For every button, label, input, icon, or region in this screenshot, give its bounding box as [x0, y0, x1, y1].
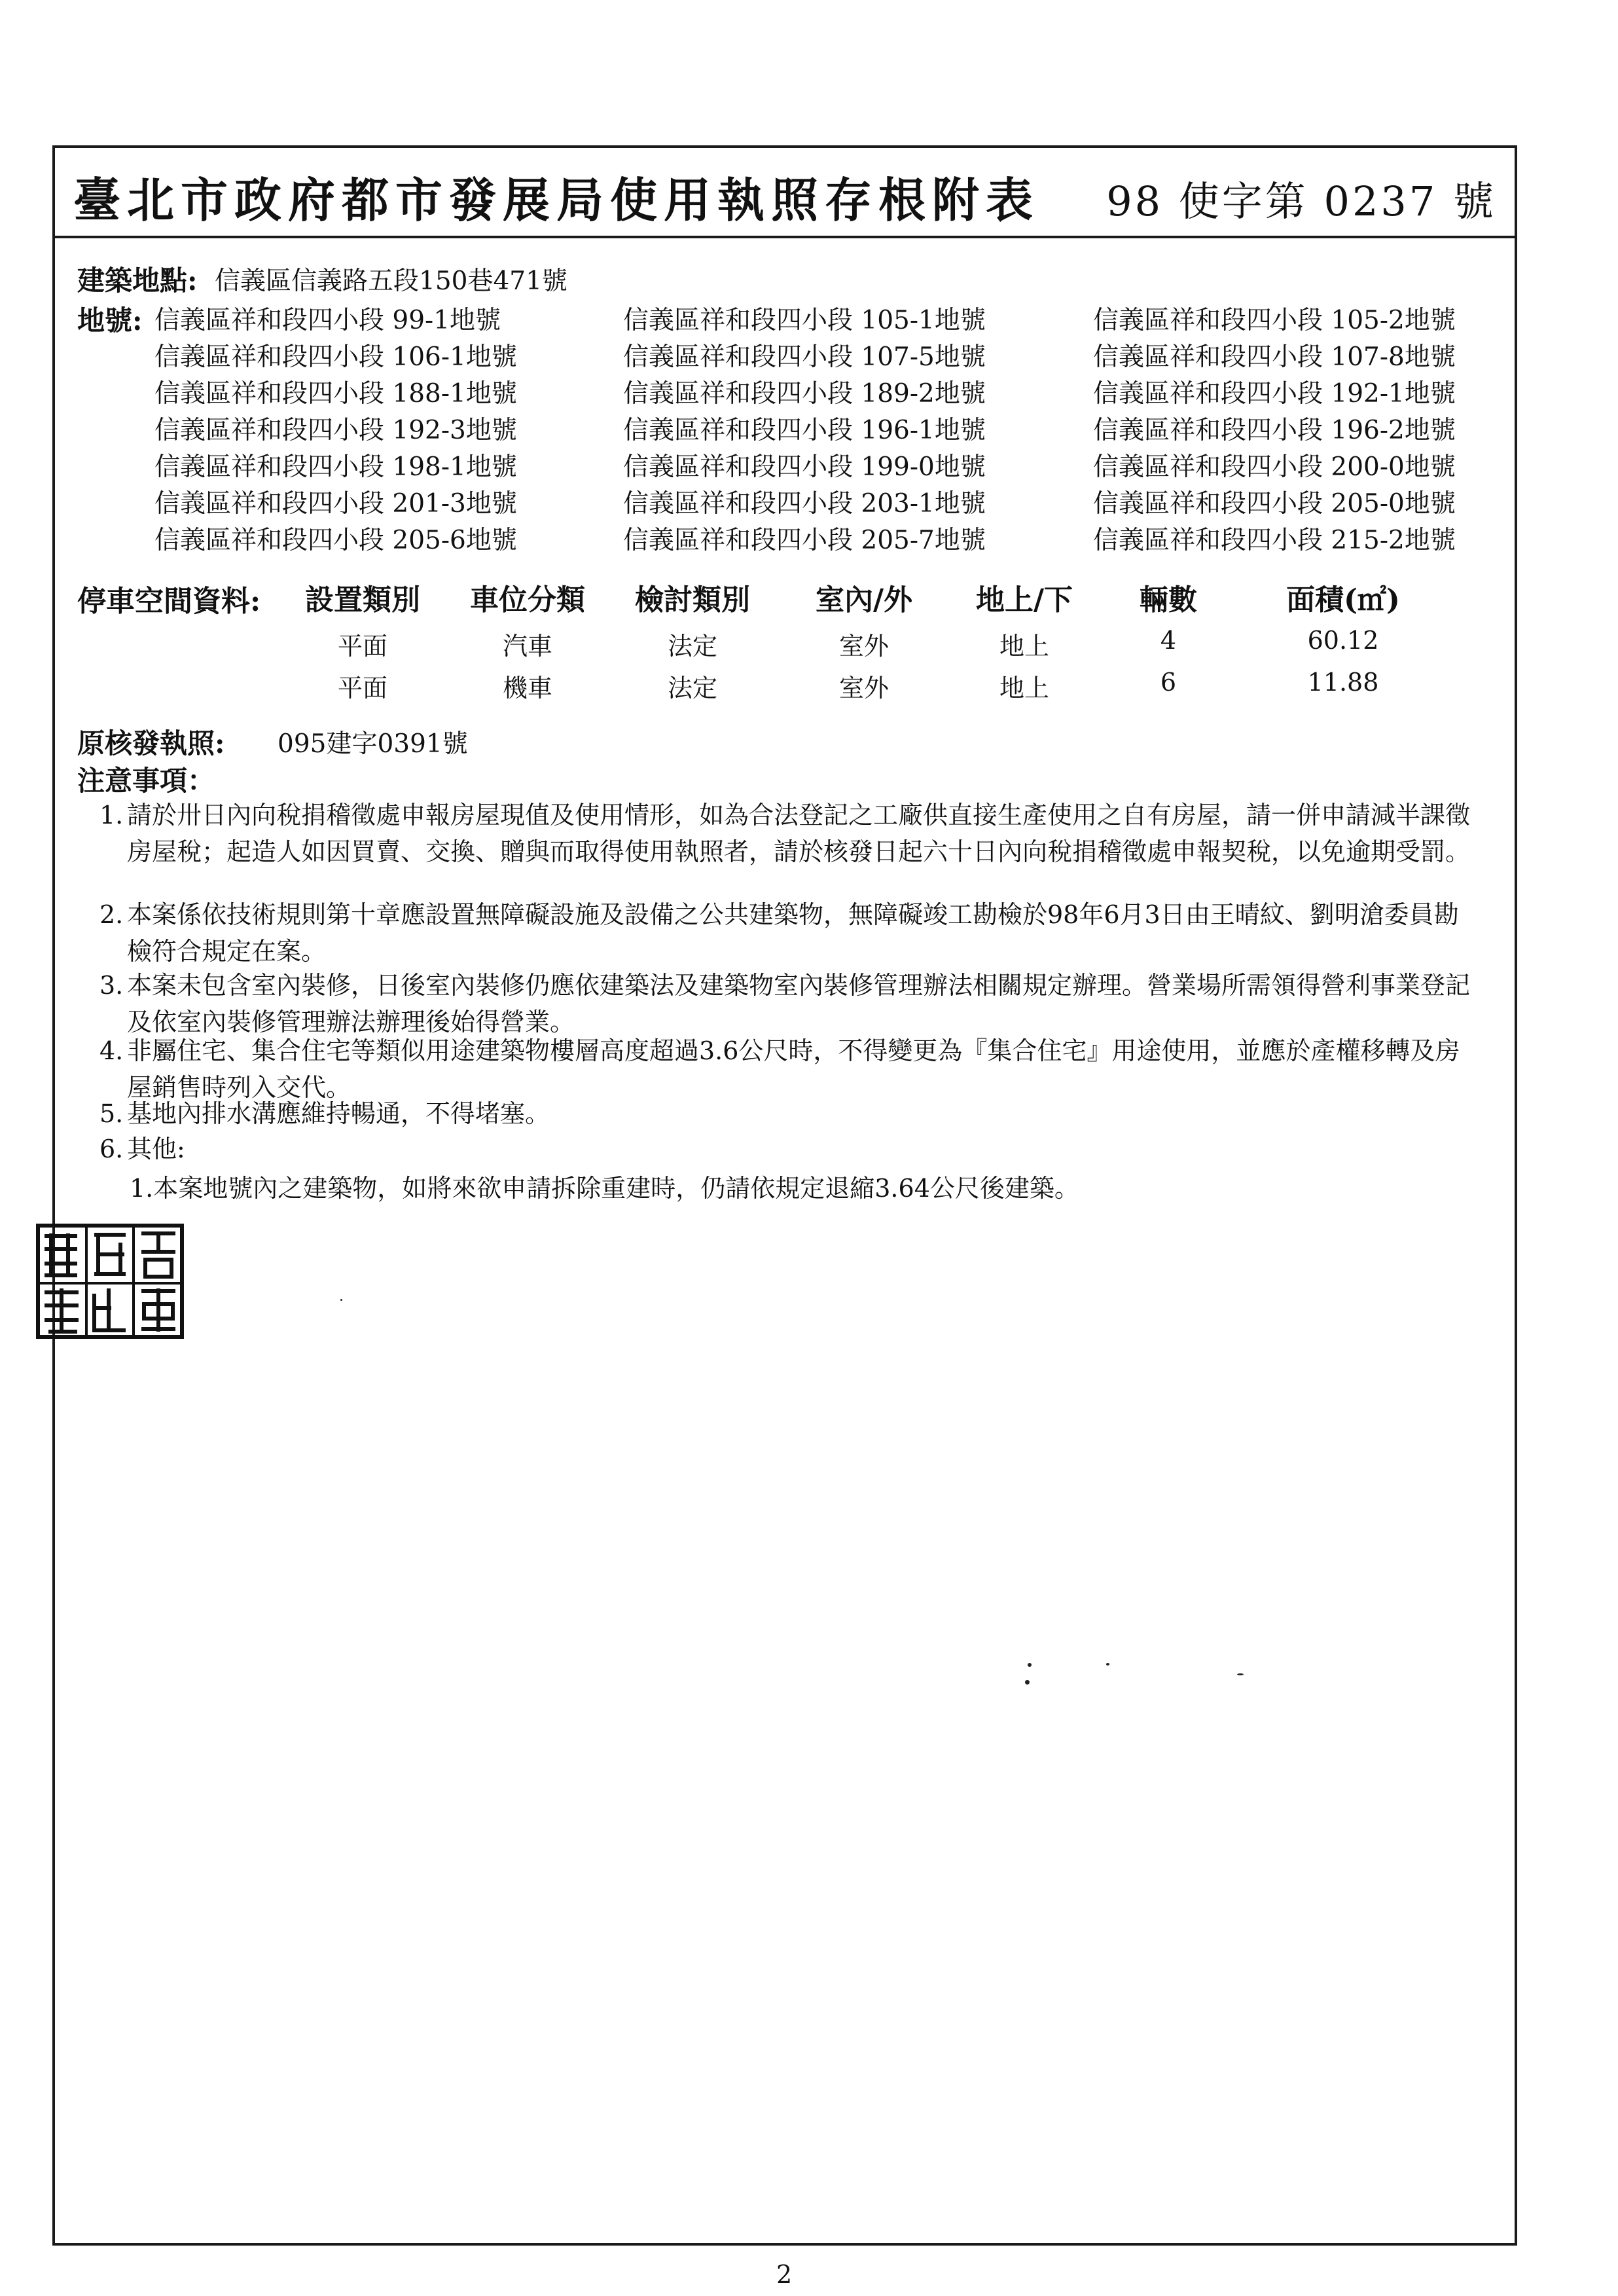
parking-header-cell: 地上/下 [975, 583, 1073, 617]
parcel-entry: 信義區祥和段四小段 99-1地號 [154, 306, 501, 335]
parking-cell: 平面 [337, 674, 387, 702]
parking-label: 停車空間資料: [77, 585, 261, 618]
parcel-entry: 信義區祥和段四小段 199-0地號 [623, 452, 986, 482]
parking-cell: 汽車 [502, 632, 552, 661]
note-text: 其他: [127, 1135, 185, 1163]
note-number: 3. [99, 971, 124, 1000]
notes-sub-item: 1.本案地號內之建築物，如將來欲申請拆除重建時，仍請依規定退縮3.64公尺後建築。 [130, 1174, 1079, 1203]
parcel-entry: 信義區祥和段四小段 189-2地號 [623, 379, 986, 409]
note-text: 請於卅日內向稅捐稽徵處申報房屋現值及使用情形，如為合法登記之工廠供直接生產使用之自有房屋，請一併申請減半課徵房屋稅；起造人如因買賣、交換、贈與而取得使用執照者，請於核發日起六十日內向稅捐稽徵處申報契稅，以免逾期受罰。 [127, 801, 1471, 866]
original-permit-value: 095建字0391號 [278, 729, 468, 759]
note-number: 1. [99, 801, 124, 829]
parcel-entry: 信義區祥和段四小段 201-3地號 [154, 489, 517, 519]
note-item [99, 797, 1487, 895]
note-text: 非屬住宅、集合住宅等類似用途建築物樓層高度超過3.6公尺時，不得變更為『集合住宅』用途使用，並應於產權移轉及房屋銷售時列入交代。 [127, 1036, 1460, 1102]
parking-cell: 機車 [502, 674, 552, 702]
parking-cell: 地上 [999, 674, 1049, 702]
notes-title: 注意事項： [77, 765, 215, 797]
address-value: 信義區信義路五段150巷471號 [215, 266, 567, 296]
parcel-entry: 信義區祥和段四小段 205-0地號 [1093, 489, 1456, 519]
scan-speck [1237, 1673, 1244, 1675]
note-item [99, 1131, 1487, 1166]
parcel-entry: 信義區祥和段四小段 105-1地號 [623, 306, 986, 335]
parking-header-cell: 室內/外 [815, 583, 913, 617]
parking-cell: 室外 [838, 632, 889, 661]
permit-number: 98 使字第 0237 號 [1106, 177, 1496, 225]
parcel-entry: 信義區祥和段四小段 196-1地號 [623, 416, 986, 445]
parking-cell: 6 [1160, 668, 1177, 697]
note-text: 基地內排水溝應維持暢通，不得堵塞。 [127, 1099, 550, 1128]
parking-cell: 室外 [838, 674, 889, 702]
note-item [99, 896, 1487, 968]
parking-cell: 法定 [667, 632, 717, 661]
parking-header-cell: 車位分類 [470, 583, 585, 617]
parcel-entry: 信義區祥和段四小段 215-2地號 [1093, 526, 1456, 555]
parcel-entry: 信義區祥和段四小段 105-2地號 [1093, 306, 1456, 335]
parcel-entry: 信義區祥和段四小段 192-1地號 [1093, 379, 1456, 409]
parcel-entry: 信義區祥和段四小段 107-5地號 [623, 342, 986, 372]
title-row [55, 148, 1515, 238]
parking-cell: 平面 [337, 632, 387, 661]
note-number: 4. [99, 1036, 124, 1065]
parcel-entry: 信義區祥和段四小段 200-0地號 [1093, 452, 1456, 482]
parcel-entry: 信義區祥和段四小段 192-3地號 [154, 416, 517, 445]
note-number: 2. [99, 900, 124, 929]
parking-cell: 11.88 [1307, 668, 1379, 697]
parcel-entry: 信義區祥和段四小段 198-1地號 [154, 452, 517, 482]
note-item [99, 1032, 1487, 1102]
parking-cell: 地上 [999, 632, 1049, 661]
document-title: 臺北市政府都市發展局使用執照存根附表 [73, 172, 1040, 228]
parcel-entry: 信義區祥和段四小段 203-1地號 [623, 489, 986, 519]
parcel-entry: 信義區祥和段四小段 106-1地號 [154, 342, 517, 372]
original-permit-label: 原核發執照: [77, 727, 225, 759]
parcel-entry: 信義區祥和段四小段 205-7地號 [623, 526, 986, 555]
parking-cell: 60.12 [1307, 626, 1379, 655]
note-text: 本案未包含室內裝修，日後室內裝修仍應依建築法及建築物室內裝修管理辦法相關規定辦理。營業場所需領得營利事業登記及依室內裝修管理辦法辦理後始得營業。 [127, 971, 1471, 1036]
official-seal-stamp [35, 1223, 185, 1339]
note-item [99, 1095, 1487, 1131]
scan-speck [1025, 1680, 1030, 1685]
parking-header-cell: 設置類別 [305, 583, 420, 617]
parking-header-cell: 檢討類別 [635, 583, 750, 617]
scan-speck [340, 1299, 342, 1301]
note-text: 本案係依技術規則第十章應設置無障礙設施及設備之公共建築物，無障礙竣工勘檢於98年6月3日由王晴紋、劉明滄委員勘檢符合規定在案。 [127, 900, 1459, 966]
parking-header-cell: 輛數 [1140, 583, 1197, 617]
scan-speck [1028, 1663, 1032, 1667]
address-label: 建築地點: [77, 264, 198, 297]
parcel-entry: 信義區祥和段四小段 107-8地號 [1093, 342, 1456, 372]
parcel-entry: 信義區祥和段四小段 188-1地號 [154, 379, 517, 409]
parking-cell: 法定 [667, 674, 717, 702]
parking-header-cell: 面積(㎡) [1286, 583, 1400, 617]
scan-speck [1106, 1663, 1109, 1666]
parcel-entry: 信義區祥和段四小段 205-6地號 [154, 526, 517, 555]
parcel-entry: 信義區祥和段四小段 196-2地號 [1093, 416, 1456, 445]
note-item [99, 967, 1487, 1036]
page-number: 2 [776, 2260, 793, 2289]
parcels-label: 地號: [77, 304, 143, 337]
note-number: 5. [99, 1099, 124, 1128]
parking-cell: 4 [1160, 626, 1177, 655]
note-number: 6. [99, 1135, 124, 1163]
